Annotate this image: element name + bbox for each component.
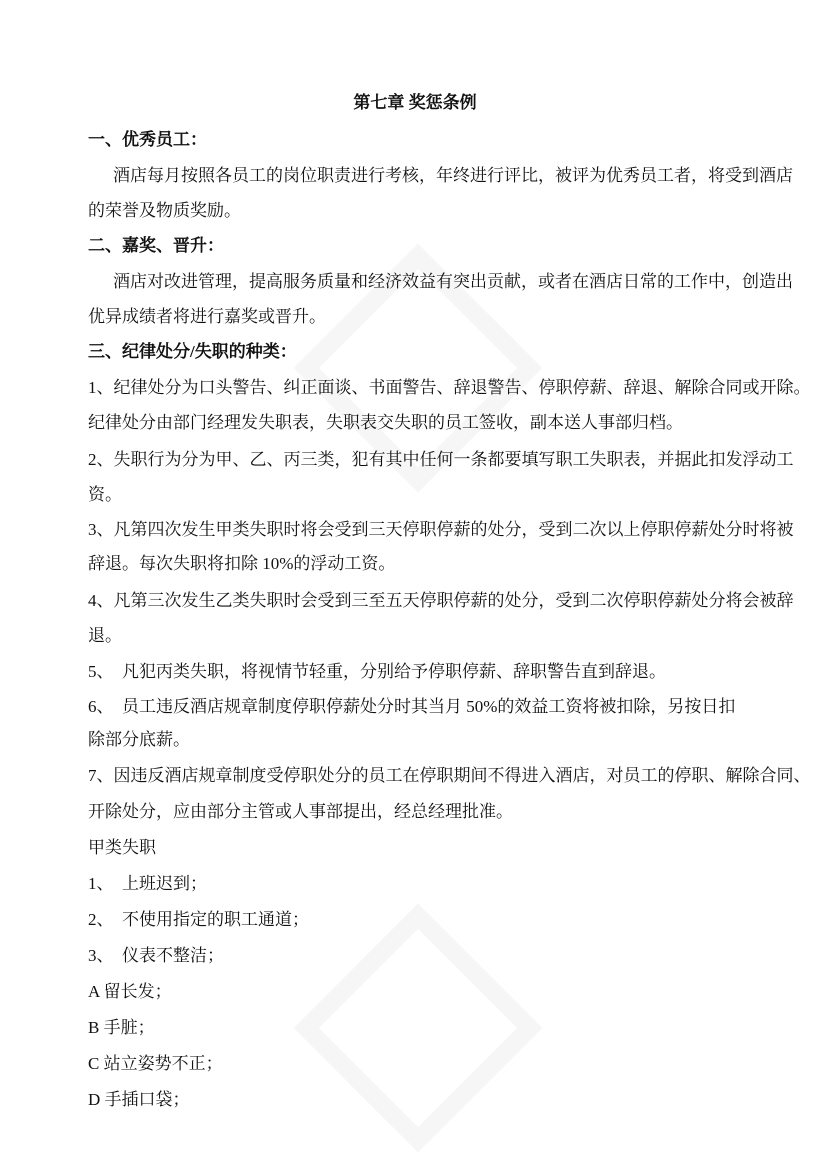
rule-line: 6、 员工违反酒店规章制度停职停薪处分时其当月 50%的效益工资将被扣除，另按日扣 bbox=[88, 697, 736, 716]
category-heading: 甲类失职 bbox=[88, 838, 156, 857]
watermark bbox=[294, 904, 543, 1153]
rule-line: 5、 凡犯丙类失职，将视情节轻重，分别给予停职停薪、辞职警告直到辞退。 bbox=[88, 662, 666, 681]
section-heading: 一、优秀员工： bbox=[88, 130, 207, 149]
section-heading: 二、嘉奖、晋升： bbox=[88, 236, 224, 255]
paragraph-line: 的荣誉及物质奖励。 bbox=[88, 201, 241, 220]
rule-line: 开除处分，应由部分主管或人事部提出，经总经理批准。 bbox=[88, 802, 513, 821]
rule-line: 1、纪律处分为口头警告、纠正面谈、书面警告、辞退警告、停职停薪、辞退、解除合同或开除。 bbox=[88, 378, 811, 397]
list-item: D 手插口袋； bbox=[88, 1090, 190, 1109]
list-item: A 留长发； bbox=[88, 982, 172, 1001]
rule-line: 资。 bbox=[88, 485, 122, 504]
rule-line: 纪律处分由部门经理发失职表，失职表交失职的员工签收，副本送人事部归档。 bbox=[88, 413, 683, 432]
rule-line: 辞退。每次失职将扣除 10%的浮动工资。 bbox=[88, 554, 396, 573]
section-heading: 三、纪律处分/失职的种类： bbox=[88, 342, 297, 361]
list-item: C 站立姿势不正； bbox=[88, 1054, 223, 1073]
rule-line: 退。 bbox=[88, 626, 122, 645]
page-title: 第七章 奖惩条例 bbox=[353, 93, 477, 112]
rule-line: 4、凡第三次发生乙类失职时会受到三至五天停职停薪的处分，受到二次停职停薪处分将会被辞 bbox=[88, 591, 794, 610]
list-item: 1、 上班迟到； bbox=[88, 874, 207, 893]
rule-line: 除部分底薪。 bbox=[88, 730, 190, 749]
paragraph-line: 优异成绩者将进行嘉奖或晋升。 bbox=[88, 307, 326, 326]
paragraph-line: 酒店每月按照各员工的岗位职责进行考核，年终进行评比，被评为优秀员工者，将受到酒店 bbox=[113, 166, 793, 185]
rule-line: 2、失职行为分为甲、乙、丙三类，犯有其中任何一条都要填写职工失职表，并据此扣发浮动工 bbox=[88, 450, 794, 469]
list-item: B 手脏； bbox=[88, 1018, 155, 1037]
list-item: 2、 不使用指定的职工通道； bbox=[88, 910, 309, 929]
list-item: 3、 仪表不整洁； bbox=[88, 946, 224, 965]
rule-line: 3、凡第四次发生甲类失职时将会受到三天停职停薪的处分，受到二次以上停职停薪处分时将被 bbox=[88, 520, 794, 539]
rule-line: 7、因违反酒店规章制度受停职处分的员工在停职期间不得进入酒店，对员工的停职、解除合同、 bbox=[88, 766, 811, 785]
paragraph-line: 酒店对改进管理，提高服务质量和经济效益有突出贡献，或者在酒店日常的工作中，创造出 bbox=[113, 272, 793, 291]
